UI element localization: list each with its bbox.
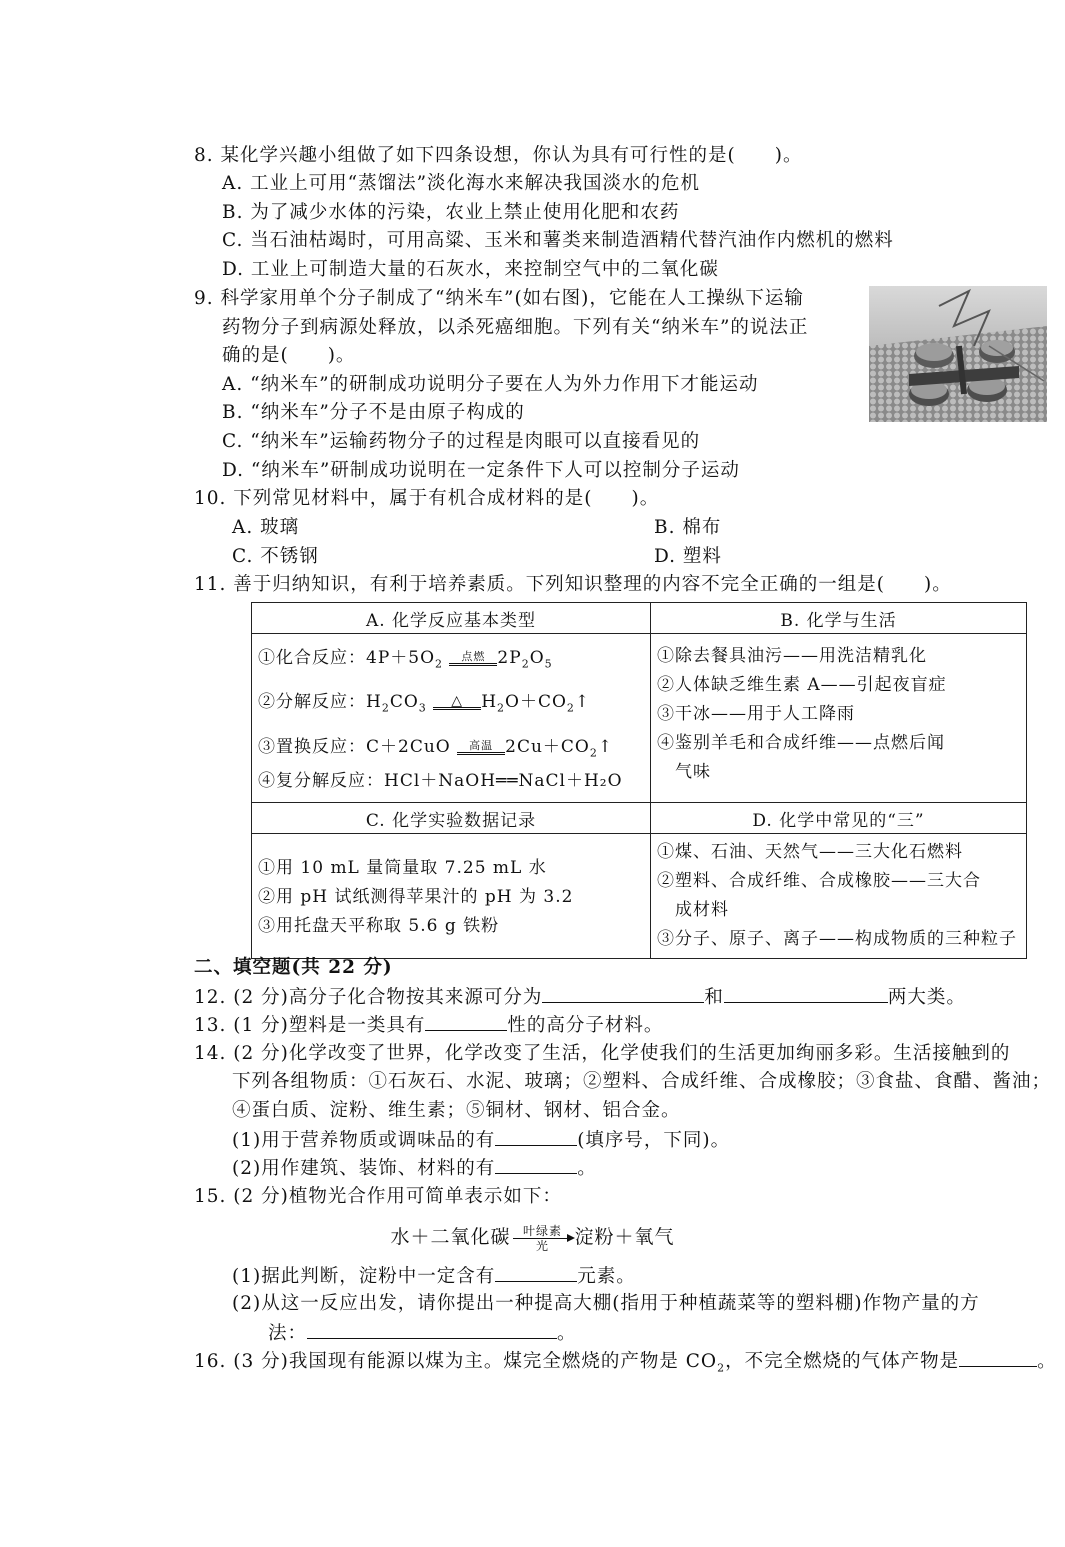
reaction-condition-ignite [449,651,497,666]
q14-sub2 [232,1155,597,1182]
reaction-arrow-icon [513,1224,573,1253]
b-line-4: ④鉴别羊毛和合成纤维——点燃后闻 [657,733,945,753]
q12-blank-1[interactable] [542,984,704,1003]
d-line-1: ①煤、石油、天然气——三大化石燃料 [657,842,963,863]
a1-condition: 点燃 [461,650,486,663]
q9-option-b: B. “纳米车”分子不是由原子构成的 [222,402,525,423]
eq-right: 淀粉＋氧气 [574,1226,675,1248]
reaction-decomposition: ②分解反应：$H_2CO_3$ △ $H_2O+CO_2↑$ [258,692,591,715]
table-header-a: A. 化学反应基本类型 [252,603,651,634]
q14-line3: ④蛋白质、淀粉、维生素；⑤铜材、钢材、铝合金。 [232,1100,681,1121]
q15-sub2-cont [268,1320,577,1347]
q11-stem: 11. 善于归纳知识，有利于培养素质。下列知识整理的内容不完全正确的一组是( )。 [194,574,952,595]
q13-post: 性的高分子材料。 [507,1015,664,1036]
eq-left: 水＋二氧化碳 [390,1226,511,1248]
a3-condition: 高温 [469,738,494,752]
q10-option-a: A. 玻璃 [232,517,300,538]
q14-sub1 [232,1127,730,1154]
section-heading: 二、填空题(共 22 分) [194,957,393,978]
q8-option-b: B. 为了减少水体的污染，农业上禁止使用化肥和农药 [222,202,680,223]
q8-option-a: A. 工业上可用“蒸馏法”淡化海水来解决我国淡水的危机 [222,173,701,194]
table-header-c: C. 化学实验数据记录 [252,803,651,834]
q8-stem: 8. 某化学兴趣小组做了如下四条设想，你认为具有可行性的是( )。 [194,145,803,166]
q16: 16. (3 分)我国现有能源以煤为主。煤完全燃烧的产物是 $CO_2$，不完全燃烧的气体产物是 。 [194,1348,1057,1382]
reaction-double-decomposition: ④复分解反应：HCl＋NaOH══NaCl＋H₂O [258,771,623,792]
q15-s1-post: 元素。 [577,1266,636,1287]
photosynthesis-equation [0,1222,1065,1253]
q16-blank[interactable] [959,1348,1037,1367]
q15-sub2: (2)从这一反应出发，请你提出一种提高大棚(指用于种植蔬菜等的塑料棚)作物产量的方 [232,1293,980,1314]
table-cell-c [252,834,651,959]
q9-option-d: D. “纳米车”研制成功说明在一定条件下人可以控制分子运动 [222,460,740,481]
b-line-1: ①除去餐具油污——用洗洁精乳化 [657,646,927,666]
q15-stem: 15. (2 分)植物光合作用可简单表示如下： [194,1186,562,1207]
q9-stem-line1: 9. 科学家用单个分子制成了“纳米车”(如右图)，它能在人工操纵下运输 [194,288,804,309]
eq-top: 叶绿素 [522,1223,562,1238]
q12-post: 两大类。 [887,987,966,1008]
q16-post: 。 [1037,1351,1057,1372]
q15-blank-1[interactable] [495,1263,577,1282]
a2-condition: △ [451,693,464,710]
nanocar-image [869,286,1047,422]
q10-stem: 10. 下列常见材料中，属于有机合成材料的是( )。 [194,488,660,509]
a1-product-o: O [529,648,545,668]
d-line-4: ③分子、原子、离子——构成物质的三种粒子 [657,929,1017,950]
q15-s2b-pre: 法： [268,1323,308,1344]
q14-line1: 14. (2 分)化学改变了世界，化学改变了生活，化学使我们的生活更加绚丽多彩。生活接触到的 [194,1043,1011,1064]
q15-s2b-post: 。 [557,1323,577,1344]
q12-pre: 12. (2 分)高分子化合物按其来源可分为 [194,987,543,1008]
reaction-replacement: ③置换反应：C＋2CuO 高温 $2Cu+CO_2↑$ [258,736,614,760]
q12-mid: 和 [704,987,724,1008]
q14-line2: 下列各组物质：①石灰石、水泥、玻璃；②塑料、合成纤维、合成橡胶；③食盐、食醋、酱油； [232,1071,1052,1092]
gas-arrow-icon: ↑ [597,736,614,757]
q9-option-a: A. “纳米车”的研制成功说明分子要在人为外力作用下才能运动 [222,374,759,395]
q13-pre: 13. (1 分)塑料是一类具有 [194,1015,426,1036]
a1-product: 2P [497,648,522,668]
q15-sub1 [232,1263,636,1290]
q10-option-b: B. 棉布 [654,517,722,538]
a2-product-2: O＋CO [505,692,567,713]
q14-s2-pre: (2)用作建筑、装饰、材料的有 [232,1158,496,1179]
q14-blank-2[interactable] [495,1155,577,1174]
table-cell-b [651,634,1027,803]
q10-option-c: C. 不锈钢 [232,546,319,567]
q14-s1-pre: (1)用于营养物质或调味品的有 [232,1130,496,1151]
q15-s1-pre: (1)据此判断，淀粉中一定含有 [232,1266,496,1287]
a2-text: ②分解反应：H [258,692,382,713]
table-header-b: B. 化学与生活 [651,603,1027,634]
b-line-2: ②人体缺乏维生素 A——引起夜盲症 [657,675,947,695]
b-line-3: ③干冰——用于人工降雨 [657,704,855,724]
q16-pre: 16. (3 分)我国现有能源以煤为主。煤完全燃烧的产物是 CO [194,1351,718,1372]
table-header-d: D. 化学中常见的“三” [651,803,1027,834]
q14-s1-post: (填序号，下同)。 [577,1130,731,1151]
eq-bottom: 光 [535,1238,549,1253]
a1-text: ①化合反应：4P＋5O [258,648,436,668]
c-line-2: ②用 pH 试纸测得苹果汁的 pH 为 3.2 [258,887,574,908]
table-cell-d [651,834,1027,959]
reaction-combination: ①化合反应：$4P+5O_2$ 点燃 $2P_2O_5$ [258,648,553,671]
reaction-condition-heat [433,695,481,710]
q8-option-d: D. 工业上可制造大量的石灰水，来控制空气中的二氧化碳 [222,259,719,280]
q9-stem-line2: 药物分子到病源处释放，以杀死癌细胞。下列有关“纳米车”的说法正 [222,317,809,338]
q12-blank-2[interactable] [724,984,888,1003]
q11-knowledge-table [251,602,1027,959]
c-line-3: ③用托盘天平称取 5.6 g 铁粉 [258,916,500,937]
q9-stem-line3: 确的是( )。 [222,345,356,366]
q16-mid: ，不完全燃烧的气体产物是 [725,1351,960,1372]
c-line-1: ①用 10 mL 量筒量取 7.25 mL 水 [258,858,547,879]
q10-option-d: D. 塑料 [654,546,722,567]
gas-arrow-icon: ↑ [574,692,591,713]
q8-option-c: C. 当石油枯竭时，可用高粱、玉米和薯类来制造酒精代替汽油作内燃机的燃料 [222,230,894,251]
a3-product: 2Cu＋CO [505,736,590,757]
a2-product: H [481,692,498,713]
d-line-3: 成材料 [657,900,729,921]
q9-option-c: C. “纳米车”运输药物分子的过程是肉眼可以直接看见的 [222,431,701,452]
b-line-5: 气味 [657,762,711,782]
reaction-condition-high-temp [457,740,505,755]
q13-blank[interactable] [425,1012,507,1031]
a2-reactant: CO [389,692,419,713]
q14-s2-post: 。 [577,1158,597,1179]
q13 [194,1012,663,1039]
q14-blank-1[interactable] [495,1127,577,1146]
q15-blank-2[interactable] [307,1320,557,1339]
q12 [194,984,966,1011]
table-cell-a [252,634,651,803]
d-line-2: ②塑料、合成纤维、合成橡胶——三大合 [657,871,981,892]
a3-text: ③置换反应：C＋2CuO [258,736,451,757]
